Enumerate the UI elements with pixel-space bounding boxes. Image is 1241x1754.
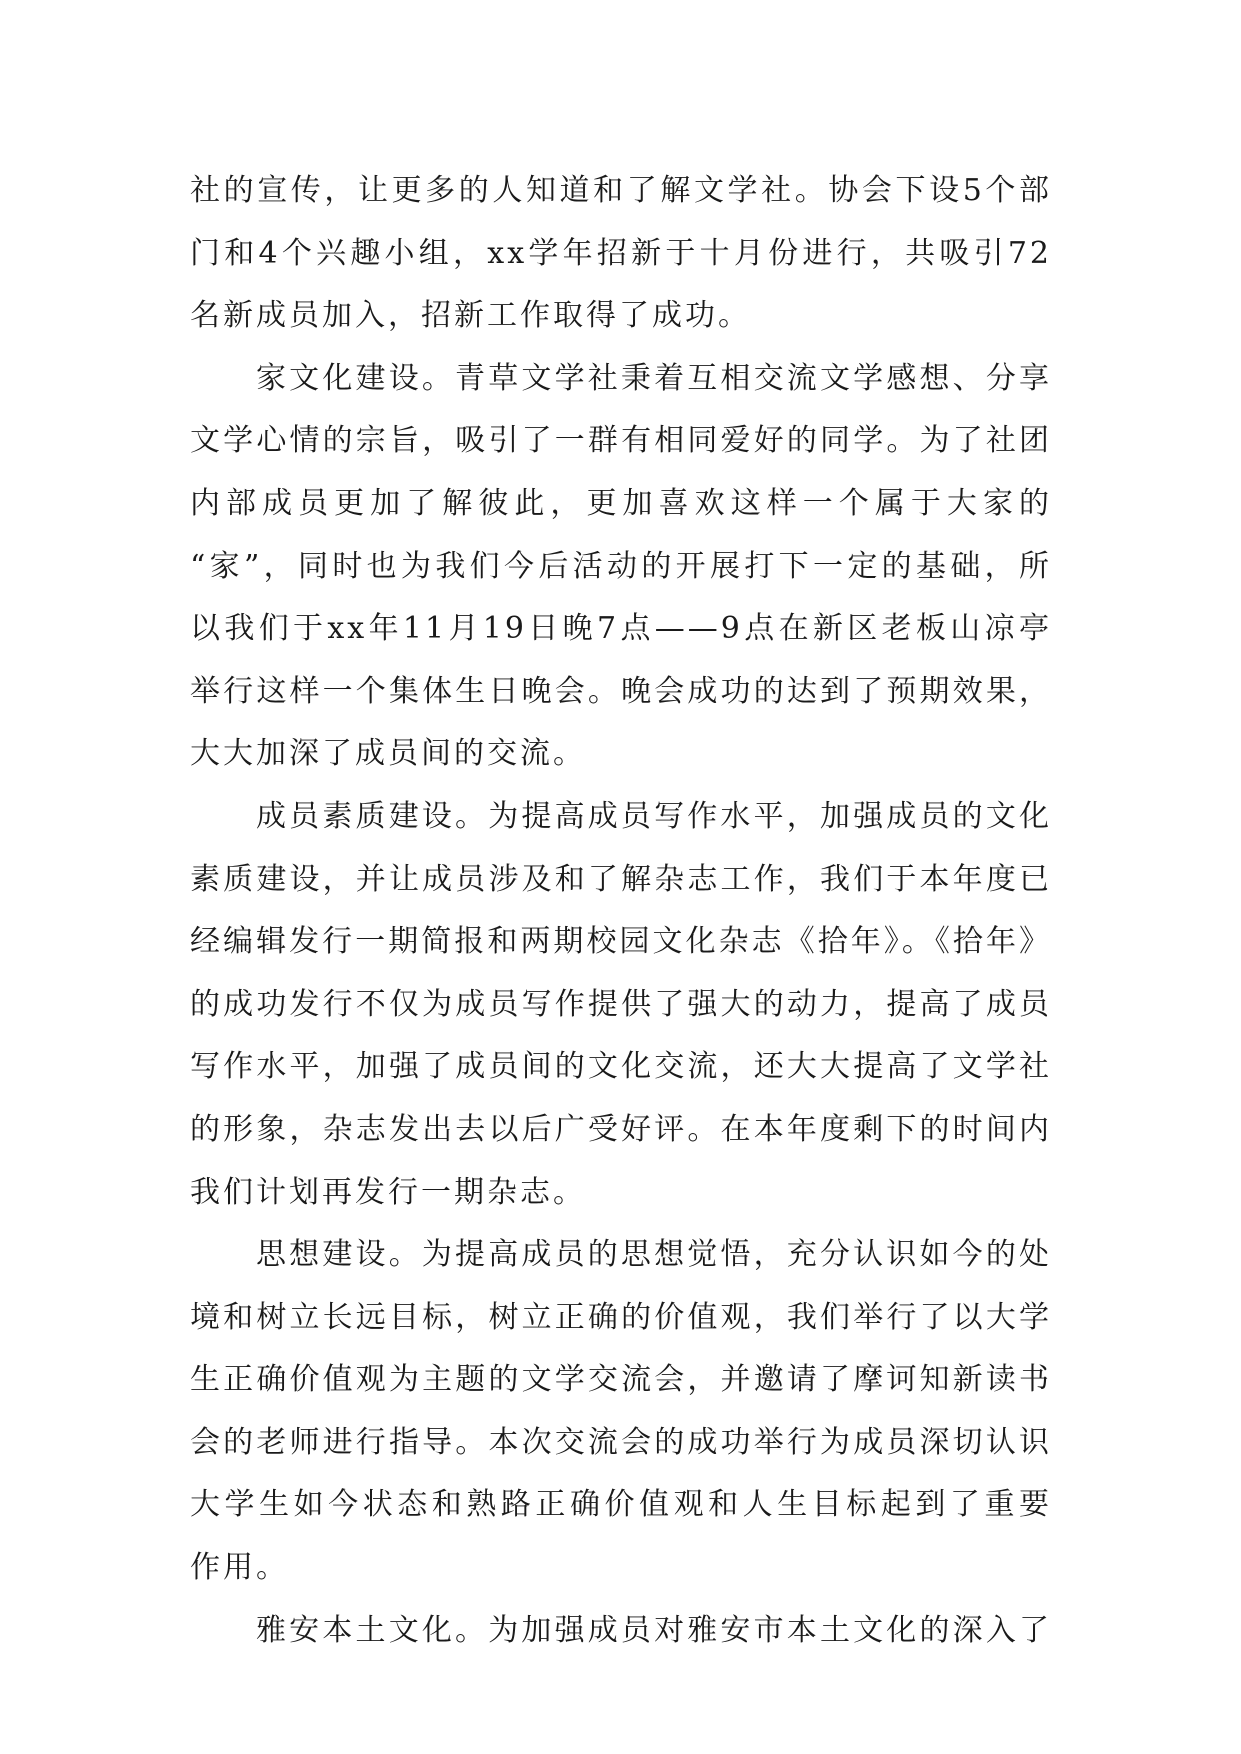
text-line: 思想建设。为提高成员的思想觉悟，充分认识如今的处 — [256, 1237, 1052, 1273]
text-line: 大大加深了成员间的交流。 — [190, 736, 586, 772]
text-line: 境和树立长远目标，树立正确的价值观，我们举行了以大学 — [190, 1299, 1052, 1335]
text-line: “家”，同时也为我们今后活动的开展打下一定的基础，所 — [190, 548, 1052, 584]
text-line: 门和4个兴趣小组，xx学年招新于十月份进行，共吸引72 — [190, 235, 1052, 271]
text-line: 举行这样一个集体生日晚会。晚会成功的达到了预期效果， — [190, 673, 1052, 709]
text-line: 成员素质建设。为提高成员写作水平，加强成员的文化 — [256, 798, 1052, 834]
text-line: 家文化建设。青草文学社秉着互相交流文学感想、分享 — [256, 360, 1052, 396]
text-line: 社的宣传，让更多的人知道和了解文学社。协会下设5个部 — [190, 173, 1052, 208]
text-line: 作用。 — [190, 1550, 289, 1586]
text-line: 雅安本土文化。为加强成员对雅安市本土文化的深入了 — [256, 1612, 1052, 1648]
text-line: 的成功发行不仅为成员写作提供了强大的动力，提高了成员 — [190, 986, 1052, 1022]
text-line: 生正确价值观为主题的文学交流会，并邀请了摩诃知新读书 — [190, 1362, 1052, 1398]
text-line: 名新成员加入，招新工作取得了成功。 — [190, 298, 751, 334]
document-body — [190, 160, 1052, 1662]
text-line: 写作水平，加强了成员间的文化交流，还大大提高了文学社 — [190, 1049, 1052, 1085]
text-line: 大学生如今状态和熟路正确价值观和人生目标起到了重要 — [190, 1487, 1052, 1523]
text-line: 内部成员更加了解彼此，更加喜欢这样一个属于大家的 — [190, 485, 1052, 521]
text-line: 的形象，杂志发出去以后广受好评。在本年度剩下的时间内 — [190, 1111, 1052, 1147]
text-line: 经编辑发行一期简报和两期校园文化杂志《拾年》。《拾年》 — [190, 924, 1052, 960]
text-line: 文学心情的宗旨，吸引了一群有相同爱好的同学。为了社团 — [190, 423, 1052, 459]
text-line: 我们计划再发行一期杂志。 — [190, 1174, 586, 1210]
text-line: 会的老师进行指导。本次交流会的成功举行为成员深切认识 — [190, 1424, 1052, 1460]
text-line: 素质建设，并让成员涉及和了解杂志工作，我们于本年度已 — [190, 861, 1052, 897]
text-line: 以我们于xx年11月19日晚7点——9点在新区老板山凉亭 — [190, 611, 1052, 647]
